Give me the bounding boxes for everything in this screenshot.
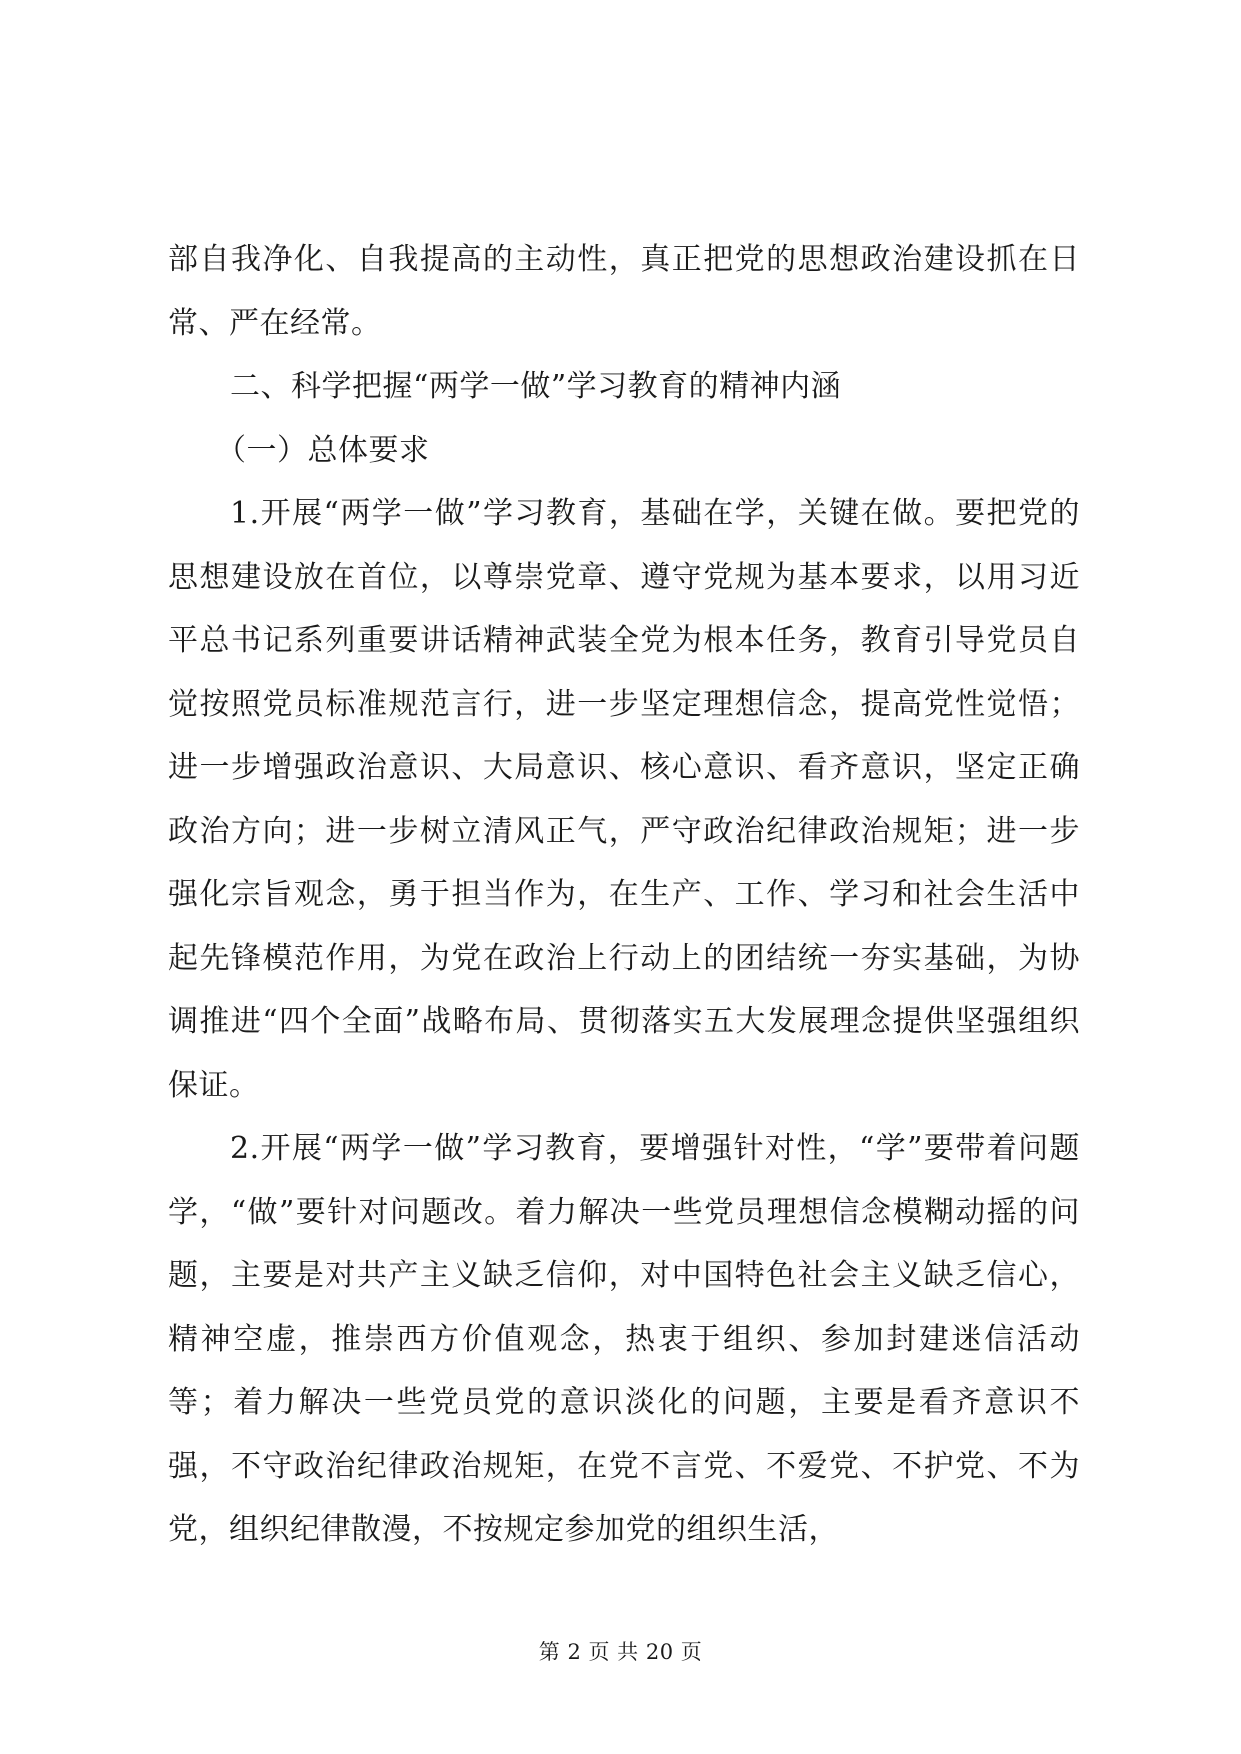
paragraph-item-2: 2.开展“两学一做”学习教育，要增强针对性，“学”要带着问题学，“做”要针对问题改。着力解决一些党员理想信念模糊动摇的问题，主要是对共产主义缺乏信仰，对中国特色社会主义缺乏信心，精神空虚，推崇西方价值观念，热衷于组织、参加封建迷信活动等；着力解决一些党员党的意识淡化的问题，主要是看齐意识不强，不守政治纪律政治规矩，在党不言党、不爱党、不护党、不为党，组织纪律散漫，不按规定参加党的组织生活， [168,1131,1080,1547]
section-heading: 二、科学把握“两学一做”学习教育的精神内涵 [230,369,842,404]
document-body [168,228,1080,1562]
page-number-footer: 第 2 页 共 20 页 [538,1640,703,1664]
paragraph-continuation: 部自我净化、自我提高的主动性，真正把党的思想政治建设抓在日常、严在经常。 [168,242,1080,341]
paragraph-item-1: 1.开展“两学一做”学习教育，基础在学，关键在做。要把党的思想建设放在首位，以尊崇党章、遵守党规为基本要求，以用习近平总书记系列重要讲话精神武装全党为根本任务，教育引导党员自觉按照党员标准规范言行，进一步坚定理想信念，提高党性觉悟；进一步增强政治意识、大局意识、核心意识、看齐意识，坚定正确政治方向；进一步树立清风正气，严守政治纪律政治规矩；进一步强化宗旨观念，勇于担当作为，在生产、工作、学习和社会生活中起先锋模范作用，为党在政治上行动上的团结统一夯实基础，为协调推进“四个全面”战略布局、贯彻落实五大发展理念提供坚强组织保证。 [168,496,1080,1103]
subsection-heading: （一）总体要求 [216,432,430,468]
